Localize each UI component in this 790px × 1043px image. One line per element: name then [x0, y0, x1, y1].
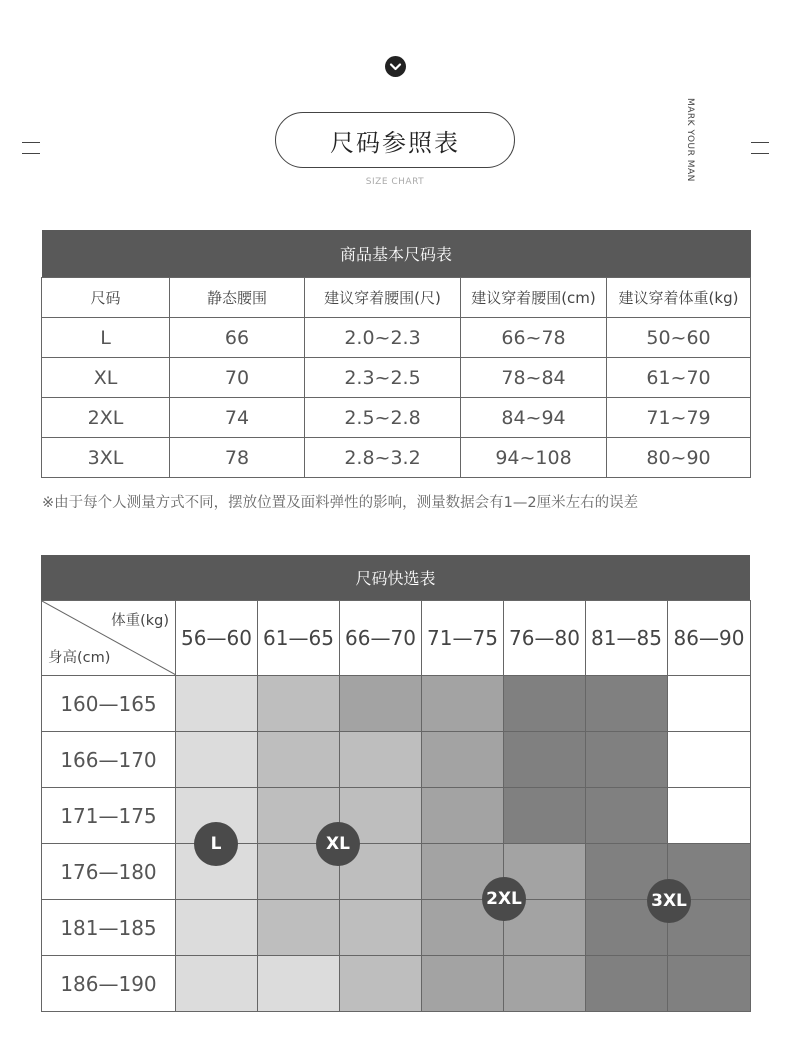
table-cell: 78~84: [461, 358, 607, 398]
size-cell: [504, 788, 586, 844]
table-cell: 2.5~2.8: [305, 398, 461, 438]
size-cell: [422, 956, 504, 1012]
size-cell: [668, 956, 751, 1012]
table-row: [42, 844, 751, 900]
vertical-tagline: MARK YOUR MAN: [685, 98, 695, 182]
weight-column-header: 71—75: [422, 601, 504, 676]
height-row-header: 160—165: [42, 676, 176, 732]
size-cell: [340, 676, 422, 732]
table-cell: 2.0~2.3: [305, 318, 461, 358]
weight-column-header: 86—90: [668, 601, 751, 676]
table-row: [42, 900, 751, 956]
weight-column-header: 81—85: [586, 601, 668, 676]
weight-column-header: 61—65: [258, 601, 340, 676]
table-row: [42, 358, 751, 398]
table-row: [42, 398, 751, 438]
size-cell: [668, 732, 751, 788]
height-row-header: 181—185: [42, 900, 176, 956]
height-axis-label: 身高(cm): [48, 650, 111, 666]
size-cell: [176, 900, 258, 956]
size-cell: [340, 900, 422, 956]
table-cell: 61~70: [607, 358, 751, 398]
basic-table-title: 商品基本尺码表: [42, 230, 751, 278]
size-cell: [586, 676, 668, 732]
table-cell: 50~60: [607, 318, 751, 358]
table-cell: 66: [170, 318, 305, 358]
size-cell: [176, 732, 258, 788]
quick-size-table: [41, 600, 751, 1012]
column-header: 建议穿着体重(kg): [607, 278, 751, 318]
size-cell: [422, 732, 504, 788]
size-cell: [176, 676, 258, 732]
right-decor-dash: [751, 142, 769, 154]
table-row: [42, 956, 751, 1012]
table-row: [42, 732, 751, 788]
size-cell: [422, 788, 504, 844]
size-cell: [422, 676, 504, 732]
size-cell: [258, 900, 340, 956]
table-cell: XL: [42, 358, 170, 398]
size-cell: [258, 732, 340, 788]
size-cell: [586, 956, 668, 1012]
column-header: 建议穿着腰围(cm): [461, 278, 607, 318]
left-decor-dash: [22, 142, 40, 154]
size-cell: [586, 732, 668, 788]
table-row: [42, 438, 751, 478]
table-cell: 71~79: [607, 398, 751, 438]
table-cell: 84~94: [461, 398, 607, 438]
size-cell: [258, 956, 340, 1012]
table-cell: L: [42, 318, 170, 358]
column-header: 尺码: [42, 278, 170, 318]
size-cell: [504, 732, 586, 788]
table-cell: 74: [170, 398, 305, 438]
table-cell: 80~90: [607, 438, 751, 478]
table-row: [42, 788, 751, 844]
size-badge-2xl: 2XL: [482, 877, 526, 921]
size-cell: [668, 788, 751, 844]
chevron-down-icon: [385, 56, 406, 77]
table-cell: 2.3~2.5: [305, 358, 461, 398]
size-cell: [504, 676, 586, 732]
size-cell: [258, 676, 340, 732]
size-badge-3xl: 3XL: [647, 879, 691, 923]
size-cell: [668, 676, 751, 732]
table-row: [42, 676, 751, 732]
basic-size-table: [41, 230, 751, 478]
weight-column-header: 56—60: [176, 601, 258, 676]
weight-column-header: 66—70: [340, 601, 422, 676]
height-row-header: 171—175: [42, 788, 176, 844]
table-cell: 2XL: [42, 398, 170, 438]
measurement-note: ※由于每个人测量方式不同，摆放位置及面料弹性的影响，测量数据会有1—2厘米左右的误差: [42, 495, 639, 511]
table-cell: 70: [170, 358, 305, 398]
corner-header: [42, 601, 176, 676]
size-badge-l: L: [194, 822, 238, 866]
table-cell: 3XL: [42, 438, 170, 478]
size-cell: [176, 956, 258, 1012]
page-subtitle: SIZE CHART: [365, 177, 425, 187]
table-cell: 78: [170, 438, 305, 478]
size-cell: [340, 956, 422, 1012]
page-title: 尺码参照表: [275, 112, 515, 168]
size-badge-xl: XL: [316, 822, 360, 866]
size-cell: [504, 956, 586, 1012]
weight-column-header: 76—80: [504, 601, 586, 676]
table-cell: 2.8~3.2: [305, 438, 461, 478]
table-row: [42, 318, 751, 358]
table-cell: 66~78: [461, 318, 607, 358]
table-cell: 94~108: [461, 438, 607, 478]
height-row-header: 186—190: [42, 956, 176, 1012]
quick-table-title: 尺码快选表: [41, 555, 750, 600]
size-cell: [340, 732, 422, 788]
column-header: 建议穿着腰围(尺): [305, 278, 461, 318]
weight-axis-label: 体重(kg): [111, 613, 169, 629]
size-cell: [586, 788, 668, 844]
height-row-header: 176—180: [42, 844, 176, 900]
column-header: 静态腰围: [170, 278, 305, 318]
height-row-header: 166—170: [42, 732, 176, 788]
